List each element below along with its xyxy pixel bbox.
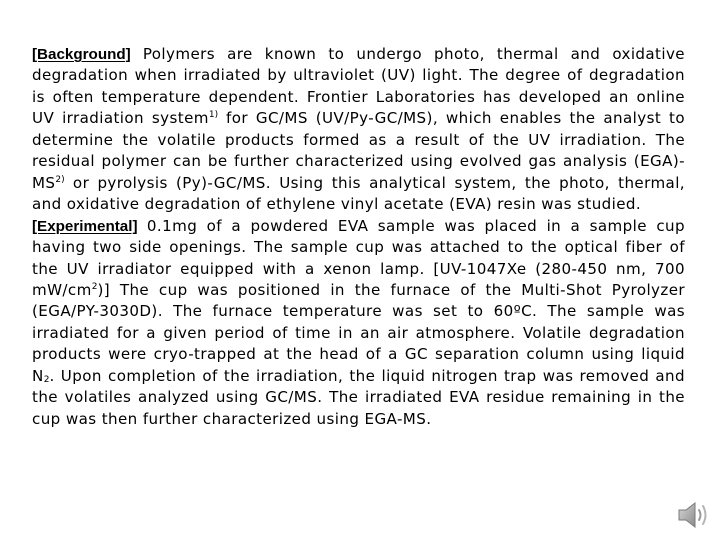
experimental-text-1: 0.1mg of a powdered EVA sample was placed in a sample cup having two side openings. The sample cup was attached to the optical fiber of the UV irradiator equipped with a xenon lamp. [UV-1047Xe (280-450 nm, 700 mW/cm (32, 216, 685, 299)
experimental-heading: [Experimental] (32, 217, 138, 235)
background-paragraph (32, 44, 685, 216)
background-text-2: for GC/MS (UV/Py-GC/MS), which enables the analyst to determine the volatile products formed as a result of the UV irradiation. The residual polymer can be further characterized using evolved gas analysis (EGA)-MS (32, 109, 686, 192)
reference-1: 1) (208, 110, 219, 121)
slide-body (32, 44, 685, 430)
background-heading: [Background] (32, 46, 131, 63)
unit-superscript: 2 (91, 281, 98, 292)
background-text-1: Polymers are known to undergo photo, thermal and oxidative degradation when irradiated by ultraviolet (UV) light. The degree of degradation is often temperature dependent. Frontier Laboratories has developed an online UV irradiation system (32, 45, 685, 128)
experimental-text-3: . Upon completion of the irradiation, the liquid nitrogen trap was removed and the volatiles analyzed using GC/MS. The irradiated EVA residue remaining in the cup was then further characterized using EGA-MS. (32, 366, 685, 428)
nitrogen-subscript: 2 (43, 374, 50, 385)
background-text-3: or pyrolysis (Py)-GC/MS. Using this analytical system, the photo, thermal, and oxidative degradation of ethylene vinyl acetate (EVA) resin was studied. (32, 173, 685, 214)
experimental-text-2: )] The cup was positioned in the furnace of the Multi-Shot Pyrolyzer (EGA/PY-3030D). The furnace temperature was set to 60ºC. The sample was irradiated for a given period of time in an air atmosphere. Volatile degradation products were cryo-trapped at the head of a GC separation column using liquid N (32, 280, 685, 385)
speaker-icon[interactable] (676, 500, 710, 530)
reference-2: 2) (55, 174, 65, 185)
speaker-icon-graphic (676, 500, 710, 530)
experimental-paragraph (32, 216, 685, 431)
